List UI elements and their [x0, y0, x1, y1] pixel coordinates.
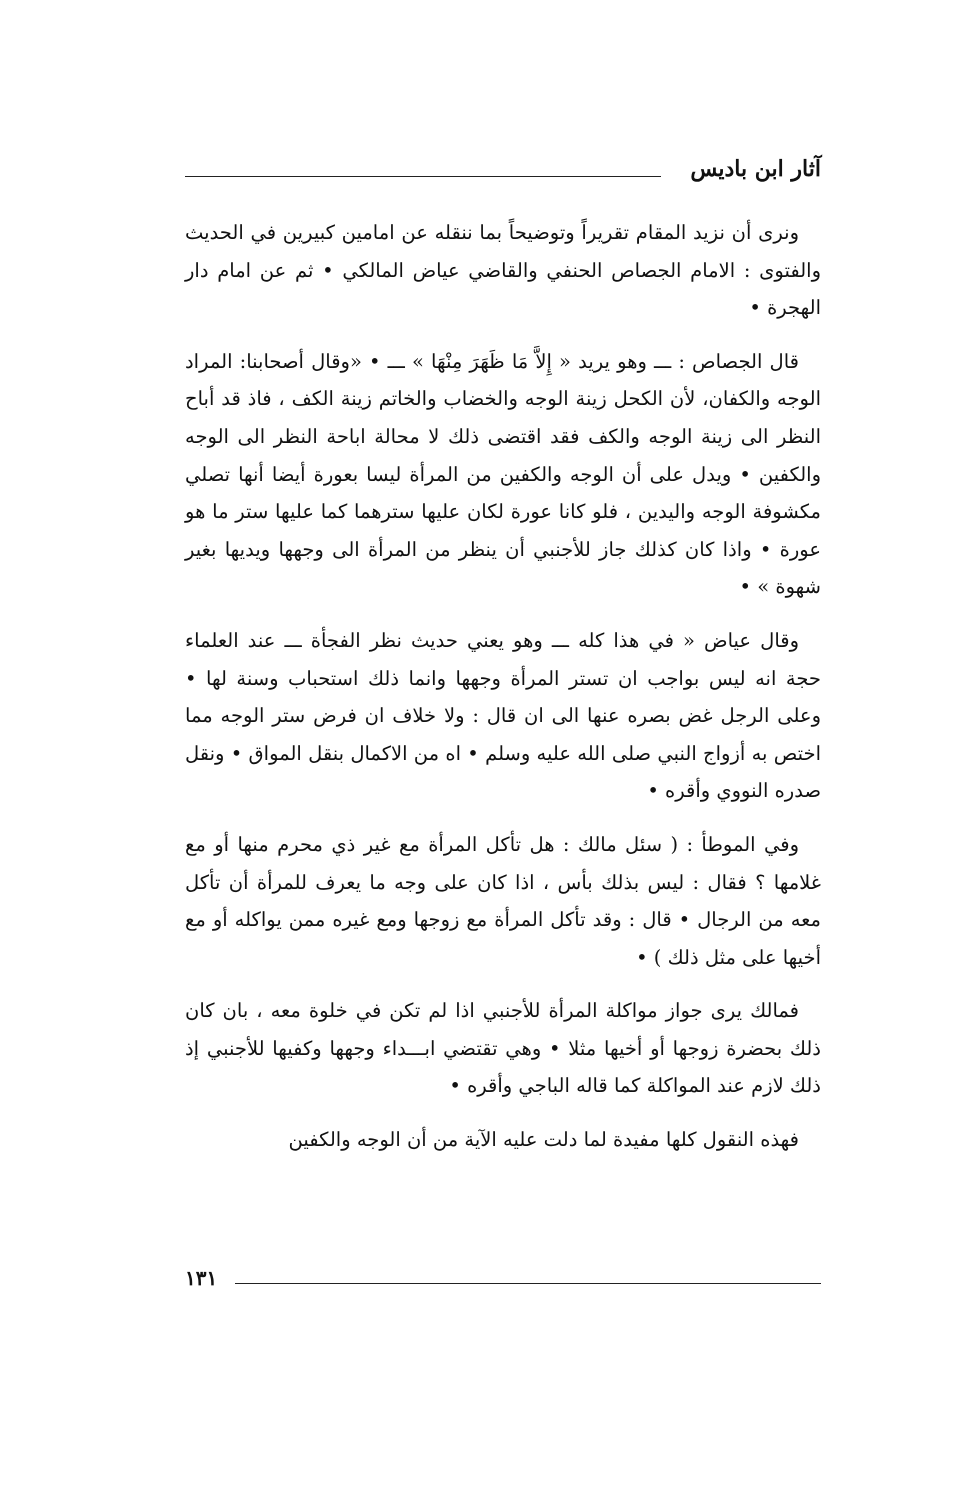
paragraph-4: وفي الموطأ : ( سئل مالك : هل تأكل المرأة مع غير ذي محرم منها أو مع غلامها ؟ فقال : ليس بذلك بأس ، اذا كان على وجه ما يعرف للمرأة أن تأكل معه من الرجال • قال : وقد تأكل المرأة مع زوجها ومع غيره ممن يواكله أو مع أخيها على مثل ذلك ) • — [185, 832, 821, 969]
paragraph-5: فمالك يرى جواز مواكلة المرأة للأجنبي اذا لم تكن في خلوة معه ، بان كان ذلك بحضرة زوجها أو أخيها مثلا • وهي تقتضي ابـــداء وجهها وكفيها للأجنبي إذ ذلك لازم عند المواكلة كما قاله الباجي وأقره • — [185, 999, 821, 1098]
paragraph-3: وقال عياض « في هذا كله ـــ وهو يعني حديث نظر الفجأة ـــ عند العلماء حجة انه ليس بواجب ان تستر المرأة وجهها وانما ذلك استحباب وسنة لها • وعلى الرجل غض بصره عنها الى ان قال : ولا خلاف ان فرض ستر الوجه مما اختص به أزواج النبي صلى الله عليه وسلم • اه من الاكمال بنقل المواق • ونقل صدره النووي وأقره • — [185, 628, 821, 803]
paragraph-2: قال الجصاص : ـــ وهو يريد « إِلاَّ مَا ظَهَرَ مِنْهَا » ـــ • «وقال أصحابنا: المراد الوجه والكفان، لأن الكحل زينة الوجه والخضاب والخاتم زينة الكف ، فاذ قد أباح النظر الى زينة الوجه والكف فقد اقتضى ذلك لا محالة اباحة النظر الى الوجه والكفين • ويدل على أن الوجه والكفين من المرأة ليسا بعورة أيضا أنها تصلي مكشوفة الوجه واليدين ، فلو كانا عورة لكان عليها سترهما كما عليها ستر ما هو عورة • واذا كان كذلك جاز للأجنبي أن ينظر من المرأة الى وجهها ويديها بغير شهوة » • — [185, 349, 821, 599]
paragraph-6: فهذه النقول كلها مفيدة لما دلت عليه الآية من أن الوجه والكفين — [288, 1128, 799, 1152]
page-footer — [185, 1266, 821, 1296]
paragraph-1: ونرى أن نزيد المقام تقريراً وتوضيحاً بما ننقله عن امامين كبيرين في الحديث والفتوى : الامام الجصاص الحنفي والقاضي عياض المالكي • ثم عن امام دار الهجرة • — [185, 221, 821, 320]
page-number: ١٣١ — [185, 1266, 218, 1290]
body-text — [185, 214, 821, 1175]
footer-rule — [235, 1283, 821, 1284]
running-header — [185, 156, 821, 192]
header-rule — [185, 176, 661, 177]
header-title: آثار ابن باديس — [690, 156, 821, 182]
